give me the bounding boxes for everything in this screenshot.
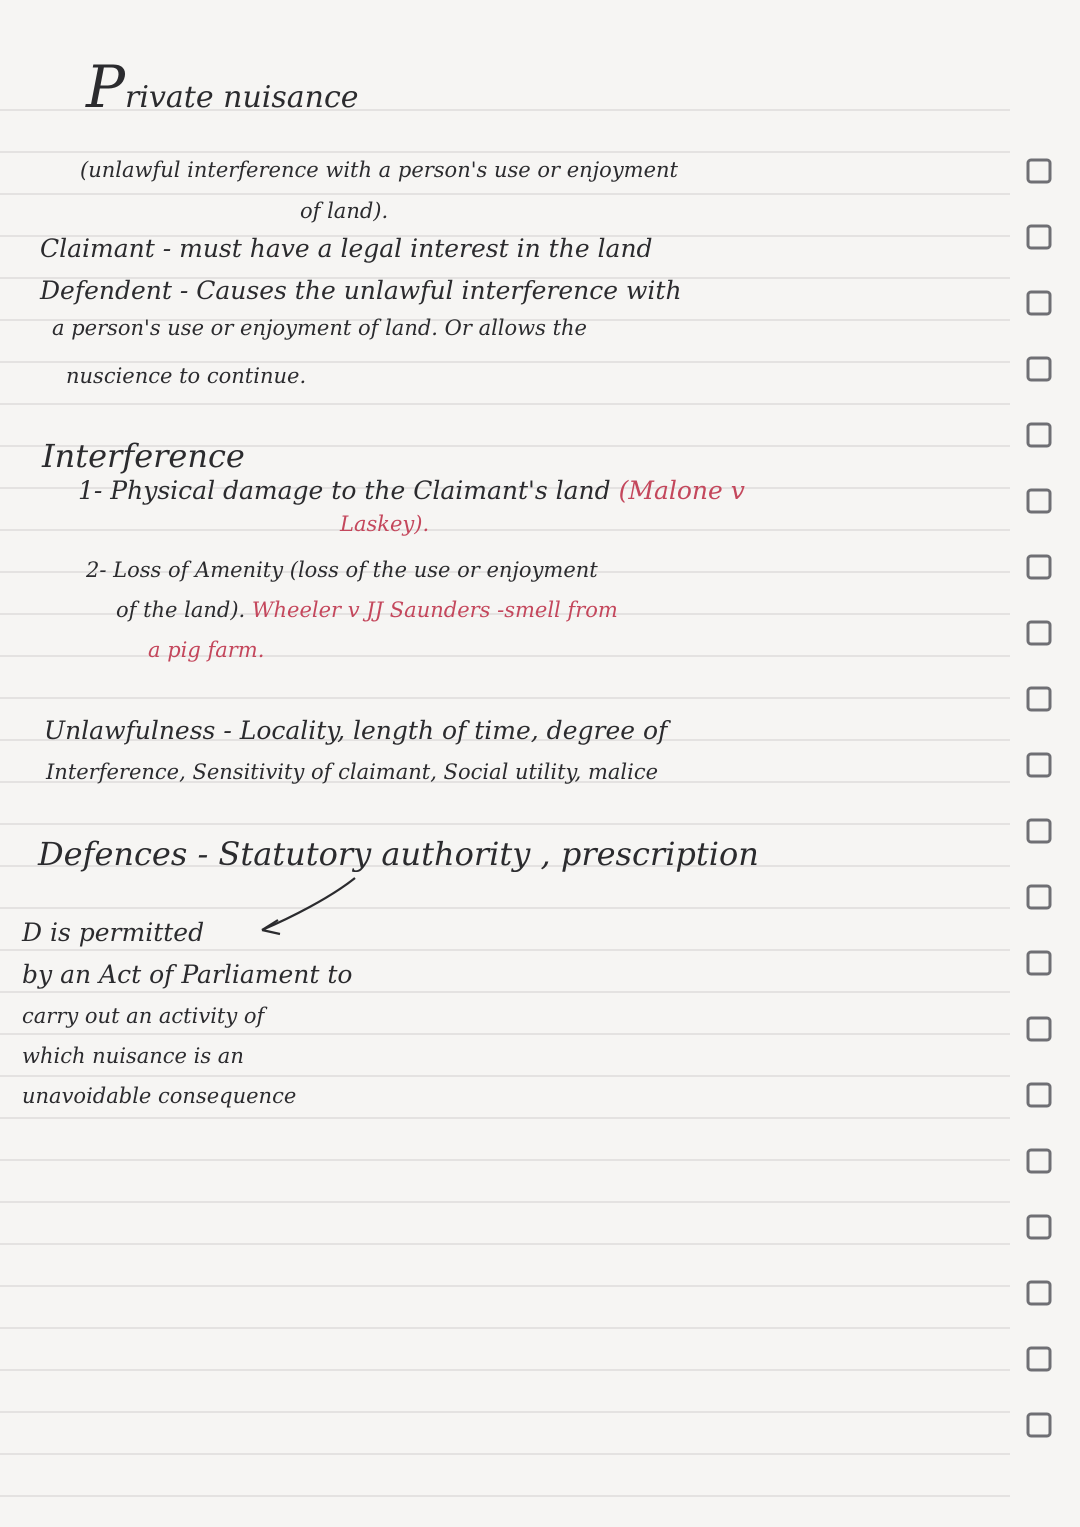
case-wheeler-cont: a pig farm. <box>148 638 265 662</box>
defences-line: Defences - Statutory authority , prescription <box>38 835 759 873</box>
statutory-note-line-4: which nuisance is an <box>22 1044 244 1068</box>
interference-item-1 <box>78 478 745 503</box>
interference-item-2-line-1: 2- Loss of Amenity (loss of the use or enjoyment <box>86 558 598 582</box>
statutory-note-line-3: carry out an activity of <box>22 1004 265 1028</box>
case-malone: (Malone v <box>618 476 745 505</box>
interference-item-2-line-2 <box>116 600 618 621</box>
spiral-binding-icon <box>990 0 1080 1527</box>
physical-damage-text: 1- Physical damage to the Claimant's land <box>78 476 611 505</box>
case-wheeler: Wheeler v JJ Saunders -smell from <box>251 598 618 622</box>
case-laskey: Laskey). <box>340 512 430 536</box>
page-title <box>86 53 359 121</box>
statutory-note-line-1: D is permitted <box>22 918 205 947</box>
arrow-icon <box>250 870 370 940</box>
loss-of-amenity-text: of the land). <box>116 598 246 622</box>
title-initial: P <box>86 53 126 121</box>
statutory-note-line-2: by an Act of Parliament to <box>22 960 353 989</box>
statutory-note-line-5: unavoidable consequence <box>22 1084 297 1108</box>
title-rest: rivate nuisance <box>125 80 359 115</box>
defendant-line-2: a person's use or enjoyment of land. Or allows the <box>52 316 587 340</box>
definition-line-2: of land). <box>300 199 389 223</box>
unlawfulness-line-1: Unlawfulness - Locality, length of time, degree of <box>44 716 668 745</box>
defendant-line-3: nuscience to continue. <box>66 364 307 388</box>
unlawfulness-line-2: Interference, Sensitivity of claimant, Social utility, malice <box>46 760 659 784</box>
interference-heading: Interference <box>42 437 245 475</box>
defendant-line-1: Defendent - Causes the unlawful interference with <box>40 276 682 305</box>
claimant-line: Claimant - must have a legal interest in the land <box>40 234 653 263</box>
definition-line-1: (unlawful interference with a person's use or enjoyment <box>80 158 678 182</box>
